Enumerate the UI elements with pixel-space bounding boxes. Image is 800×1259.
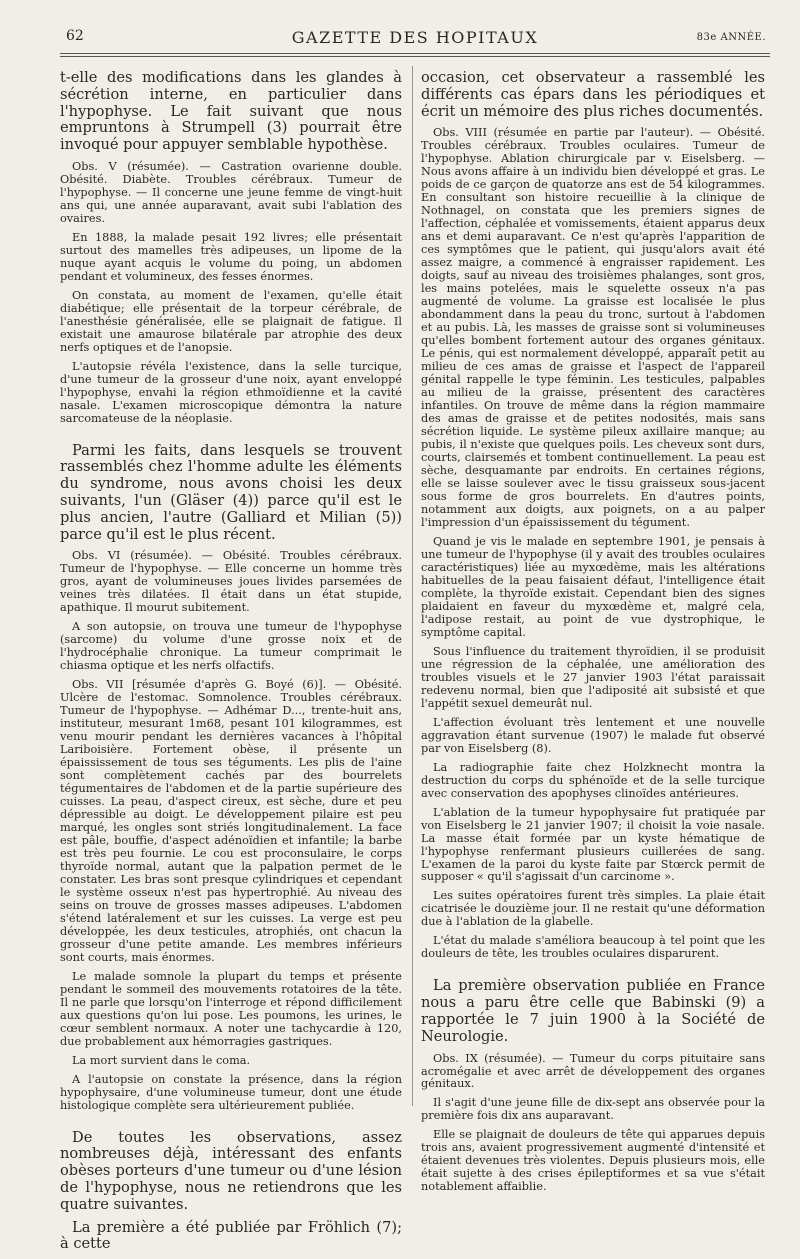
- journal-title: GAZETTE DES HOPITAUX: [291, 28, 539, 47]
- right-column: [421, 70, 765, 1199]
- observation-vii: Obs. VII [résumée d'après G. Boyé (6)]. — Obésité. Ulcère de l'estomac. Somnolence. Troubles cérébraux. Tumeur de l'hypophyse. — Adhémar D..., trente-huit ans, instituteur, mesurant 1m68, pesant 101 kilogrammes, est venu mourir pendant les dernières vacances à l'hôpital Lariboisière. Fortement obèse, il présente un épaississement de tous ses téguments. Les plis de l'aine sont complètement cachés par des bourrelets tégumentaires de l'abdomen et de la partie supérieure des cuisses. La peau, d'aspect cireux, est sèche, dure et peu dépressible au doigt. Le développement pilaire est peu marqué, les ongles sont striés longitudinalement. La face est pâle, bouffie, d'aspect adénoïdien et infantile; la barbe est très peu fournie. Le cou est proconsulaire, le corps thyroïde normal, autant que la palpation permet de le constater. Les bras sont presque cylindriques et cependant le système osseux n'est pas hypertrophié. Au niveau des seins on trouve de grosses masses adipeuses. L'abdomen s'étend latéralement et sur les cuisses. La verge est peu développée, les deux testicules, atrophiés, ont chacun la grosseur d'une petite amande. Les membres inférieurs sont courts, mais énormes.: [60, 678, 402, 964]
- observation-vi: Obs. VI (résumée). — Obésité. Troubles cérébraux. Tumeur de l'hypophyse. — Elle concerne un homme très gros, ayant de volumineuses joues livides parsemées de veines très dilatées. Il était dans un état stupide, apathique. Il mourut subitement.: [60, 549, 402, 615]
- header-rule-top: [60, 53, 770, 54]
- left-column: [60, 70, 402, 1259]
- running-header: [60, 26, 770, 50]
- paragraph: La première a été publiée par Fröhlich (7); à cette: [60, 1218, 402, 1253]
- page-number: 62: [66, 28, 84, 44]
- journal-year: 83e ANNÉE.: [696, 32, 766, 43]
- paragraph: Quand je vis le malade en septembre 1901, je pensais à une tumeur de l'hypophyse (il y avait des troubles oculaires caractéristiques) liée au myxœdème, mais les altérations habituelles de la peau faisaient défaut, l'intelligence était complète, la thyroïde existait. Cependant bien des signes plaidaient en faveur du myxœdème et, malgré cela, l'adipose restait, au point de vue dystrophique, le symptôme capital.: [421, 534, 765, 639]
- paragraph: t-elle des modifications dans les glandes à sécrétion interne, en particulier dans l'hypophyse. Le fait suivant que nous empruntons à Strumpell (3) pourrait être invoqué pour appuyer semblable hypothèse.: [60, 69, 402, 154]
- paragraph: La mort survient dans le coma.: [72, 1053, 251, 1067]
- paragraph: L'état du malade s'améliora beaucoup à tel point que les douleurs de tête, les troubles oculaires disparurent.: [421, 934, 765, 961]
- paragraph: Il s'agit d'une jeune fille de dix-sept ans observée pour la première fois dix ans auparavant.: [421, 1096, 765, 1123]
- paragraph: L'affection évoluant très lentement et une nouvelle aggravation étant survenue (1907) le malade fut observé par von Eiselsberg (8).: [421, 715, 765, 755]
- paragraph: Sous l'influence du traitement thyroïdien, il se produisit une régression de la céphalée, une amélioration des troubles visuels et le 27 janvier 1903 l'état paraissait redevenu normal, bien que l'adiposité ait subsisté et que l'appétit sexuel demeurât nul.: [421, 644, 765, 710]
- paragraph: La première observation publiée en France nous a paru être celle que Babinski (9) a rapportée le 7 juin 1900 à la Société de Neurologie.: [421, 977, 765, 1045]
- paragraph: occasion, cet observateur a rassemblé les différents cas épars dans les périodiques et écrit un mémoire des plus riches documentés.: [421, 69, 765, 120]
- paragraph: A son autopsie, on trouva une tumeur de l'hypophyse (sarcome) du volume d'une grosse noix et de l'hydrocéphalie chronique. La tumeur comprimait le chiasma optique et les nerfs olfactifs.: [60, 620, 402, 673]
- observation-viii: Obs. VIII (résumée en partie par l'auteur). — Obésité. Troubles cérébraux. Troubles oculaires. Tumeur de l'hypophyse. Ablation chirurgicale par v. Eiselsberg. — Nous avons affaire à un individu bien développé et gras. Le poids de ce garçon de quatorze ans est de 54 kilogrammes. En consultant son histoire recueillie à la clinique de Nothnagel, on constata que les premiers signes de l'affection, céphalée et vomissements, étaient apparus deux ans et demi auparavant. Ce n'est qu'après l'apparition de ces symptômes que le patient, qui jusqu'alors avait été assez maigre, a commencé à engraisser rapidement. Les doigts, sauf au niveau des troisièmes phalanges, sont gros, les mains potelées, mais le squelette osseux n'a pas augmenté de volume. La graisse est localisée le plus abondamment dans la peau du tronc, surtout à l'abdomen et au pubis. Là, les masses de graisse sont si volumineuses qu'elles bombent fortement autour des organes génitaux. Le pénis, qui est normalement développé, apparaît petit au milieu de ces amas de graisse et l'aspect de l'appareil génital rappelle le type féminin. Les testicules, palpables au milieu de la graisse, présentent des caractères infantiles. On trouve de même dans la région mammaire des amas de graisse et de petites nodosités, mais sans sécrétion liquide. Le système pileux axillaire manque; au pubis, il n'existe que quelques poils. Les cheveux sont durs, courts, clairsemés et tombent continuellement. La peau est sèche, desquamante par endroits. En certaines régions, elle se laisse soulever avec le tissu graisseux sous-jacent sous forme de gros bourrelets. En d'autres points, notamment aux doigts, aux poignets, on a au palper l'impression d'un épaississement du tégument.: [421, 126, 765, 529]
- paragraph: Elle se plaignait de douleurs de tête qui apparues depuis trois ans, avaient progressivement augmenté d'intensité et étaient devenues très violentes. Depuis plusieurs mois, elle était sujette à des crises épileptiformes et sa vue s'était notablement affaiblie.: [421, 1128, 765, 1194]
- paragraph: On constata, au moment de l'examen, qu'elle était diabétique; elle présentait de la torpeur cérébrale, de l'anesthésie généralisée, elle se plaignait de fatigue. Il existait une amaurose bilatérale par atrophie des deux nerfs optiques et de l'anopsie.: [60, 288, 402, 354]
- column-divider: [412, 66, 413, 1106]
- paragraph: La radiographie faite chez Holzknecht montra la destruction du corps du sphénoïde et de la selle turcique avec conservation des apophyses clinoïdes antérieures.: [421, 760, 765, 800]
- paragraph: Parmi les faits, dans lesquels se trouvent rassemblés chez l'homme adulte les éléments du syndrome, nous avons choisi les deux suivants, l'un (Gläser (4)) parce qu'il est le plus ancien, l'autre (Galliard et Milian (5)) parce qu'il est le plus récent.: [60, 441, 402, 543]
- paragraph: Les suites opératoires furent très simples. La plaie était cicatrisée le douzième jour. Il ne restait qu'une déformation due à l'ablation de la glabelle.: [421, 889, 765, 929]
- paragraph: De toutes les observations, assez nombreuses déjà, intéressant des enfants obèses porteurs d'une tumeur ou d'une lésion de l'hypophyse, nous ne retiendrons que les quatre suivantes.: [60, 1128, 402, 1213]
- paragraph: A l'autopsie on constate la présence, dans la région hypophysaire, d'une volumineuse tumeur, dont une étude histologique complète sera ultérieurement publiée.: [60, 1072, 402, 1112]
- paragraph: L'ablation de la tumeur hypophysaire fut pratiquée par von Eiselsberg le 21 janvier 1907; il choisit la voie nasale. La masse était formée par un kyste hématique de l'hypophyse renfermant plusieurs cuillerées de sang. L'examen de la paroi du kyste faite par Stœrck permit de supposer « qu'il s'agissait d'un carcinome ».: [421, 805, 765, 884]
- paragraph: Le malade somnole la plupart du temps et présente pendant le sommeil des mouvements rotatoires de la tête. Il ne parle que lorsqu'on l'interroge et répond difficilement aux questions qu'on lui pose. Les poumons, les urines, le cœur semblent normaux. A noter une tachycardie à 120, due probablement aux hémorragies gastriques.: [60, 969, 402, 1048]
- paragraph: L'autopsie révéla l'existence, dans la selle turcique, d'une tumeur de la grosseur d'une noix, ayant enveloppé l'hypophyse, envahi la région ethmoïdienne et la cavité nasale. L'examen microscopique démontra la nature sarcomateuse de la néoplasie.: [60, 359, 402, 425]
- observation-ix: Obs. IX (résumée). — Tumeur du corps pituitaire sans acromégalie et avec arrêt de développement des organes génitaux.: [421, 1051, 765, 1091]
- observation-v: Obs. V (résumée). — Castration ovarienne double. Obésité. Diabète. Troubles cérébraux. Tumeur de l'hypophyse. — Il concerne une jeune femme de vingt-huit ans qui, une année auparavant, avait subi l'ablation des ovaires.: [60, 159, 402, 225]
- header-rule-bottom: [60, 56, 770, 57]
- paragraph: En 1888, la malade pesait 192 livres; elle présentait surtout des mamelles très adipeuses, un lipome de la nuque ayant acquis le volume du poing, un abdomen pendant et volumineux, des fesses énormes.: [60, 230, 402, 283]
